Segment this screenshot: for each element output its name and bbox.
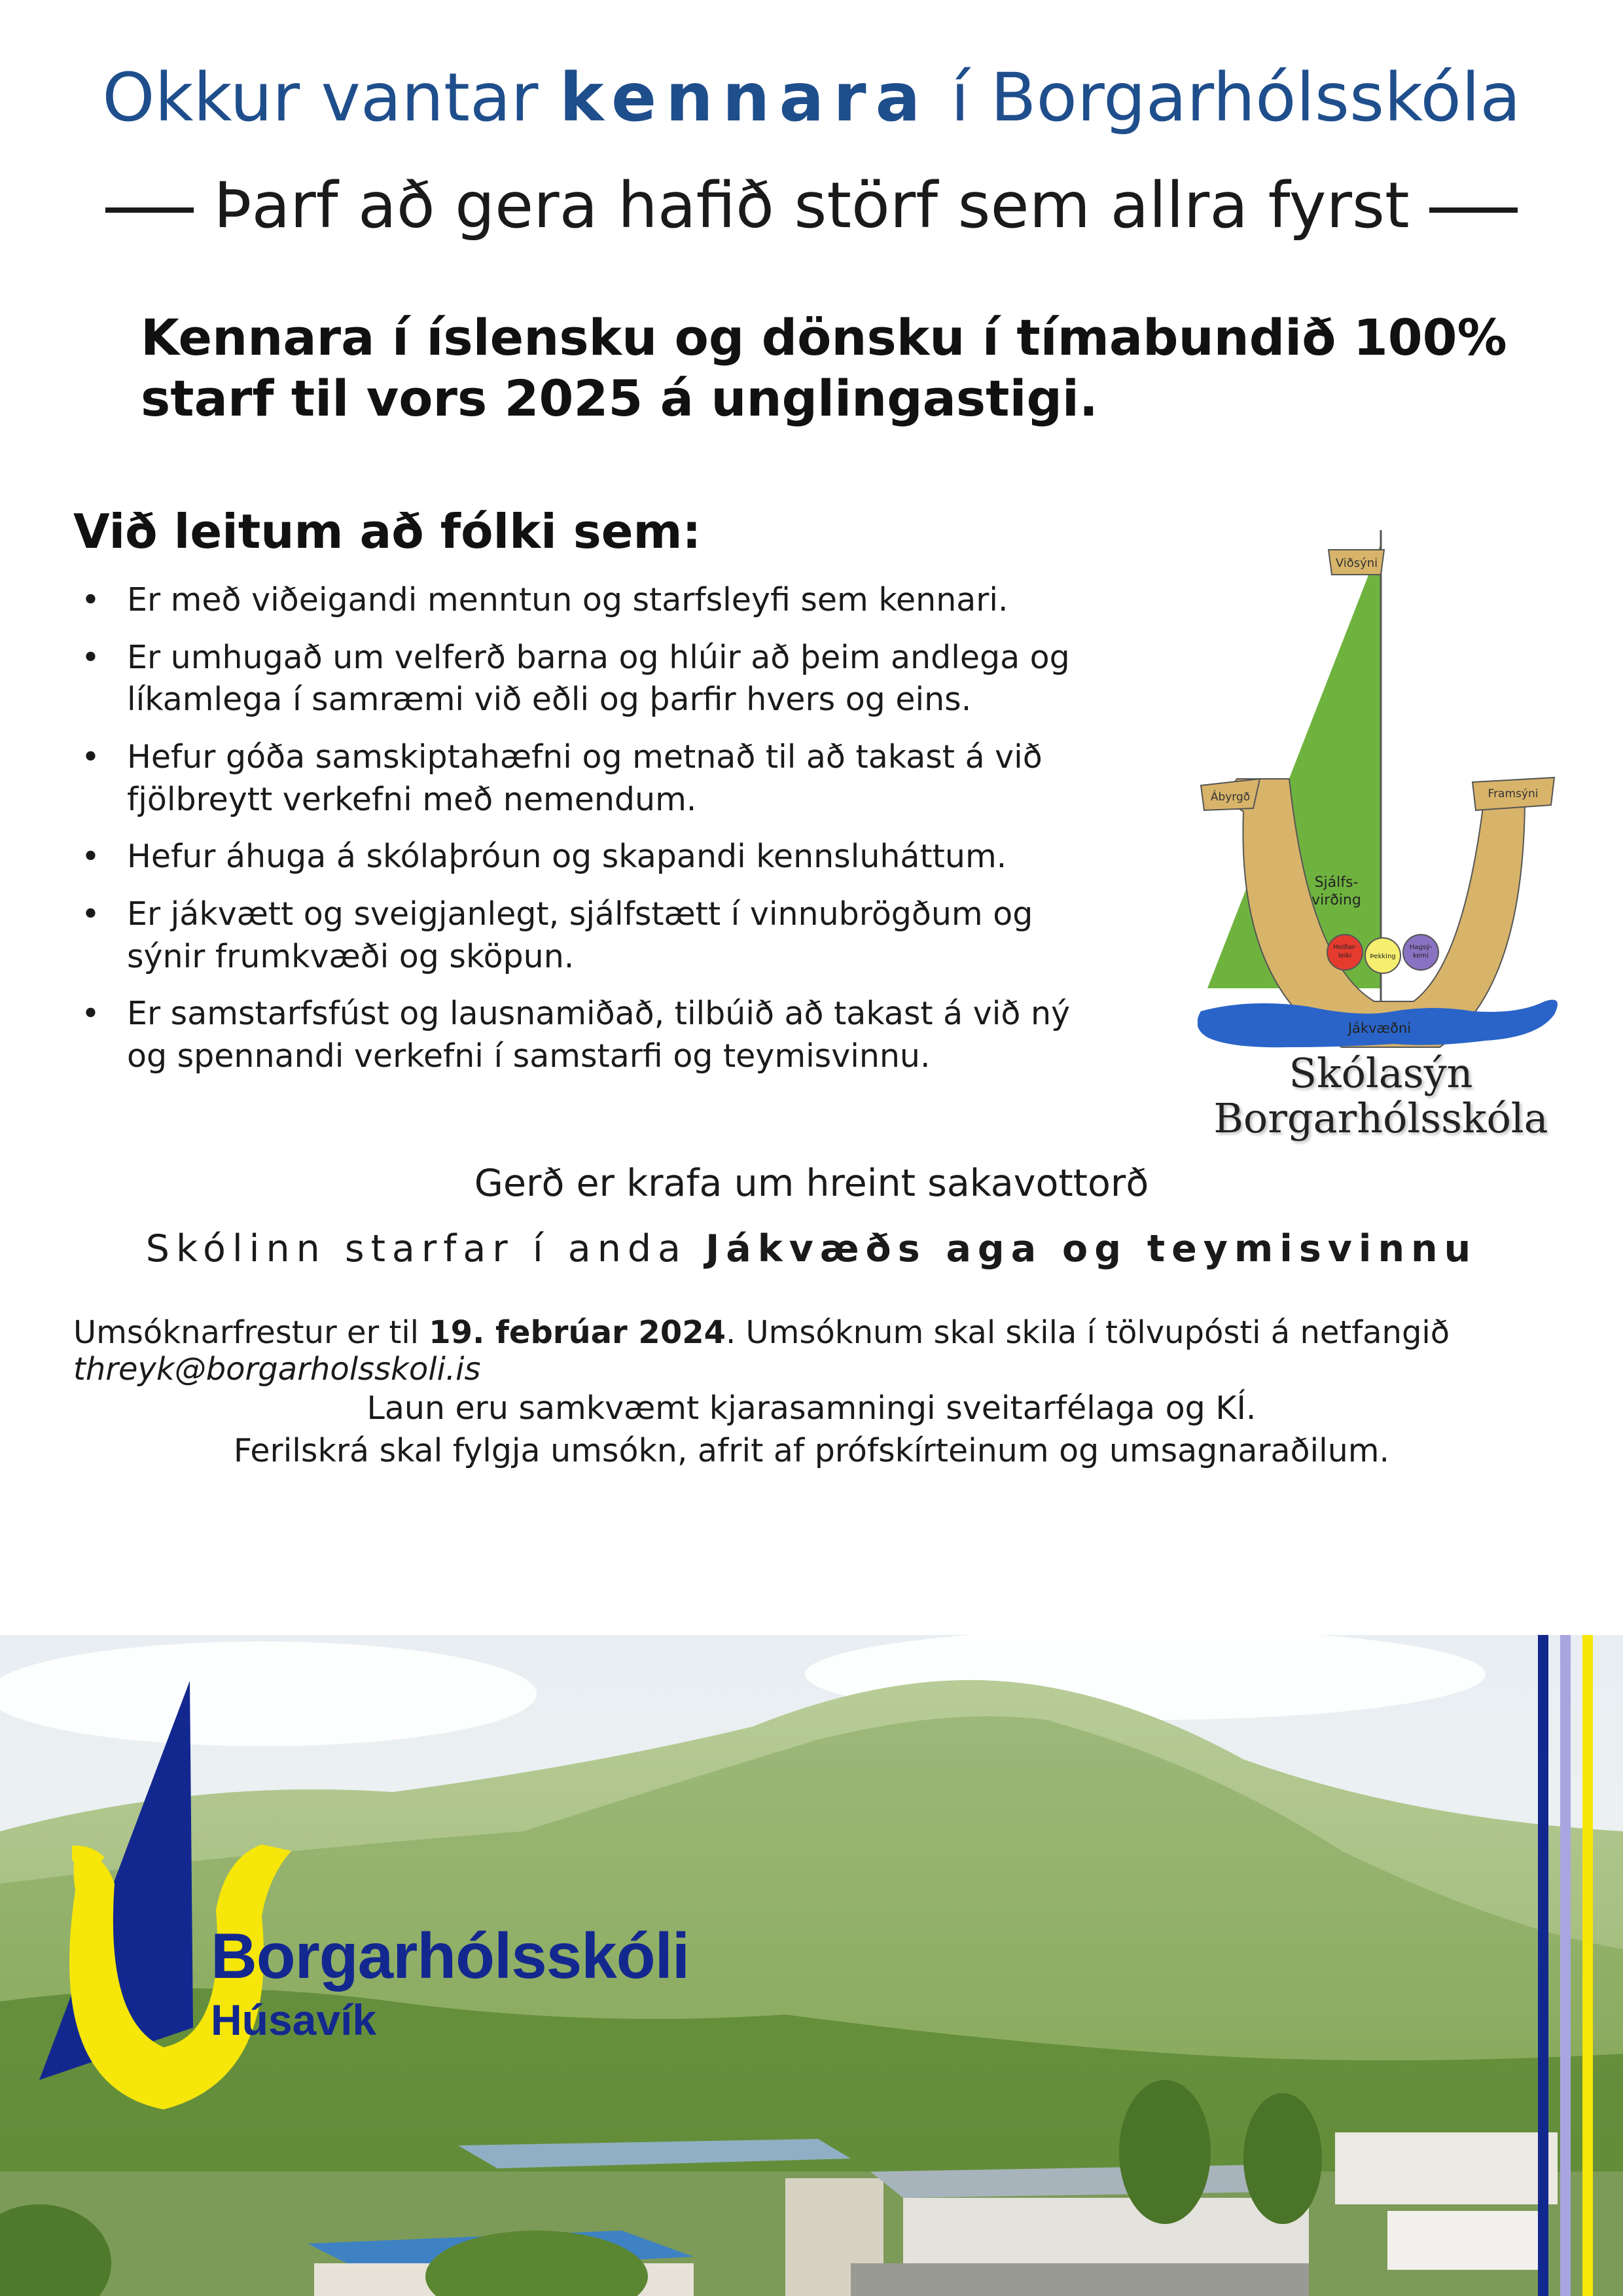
cloud <box>0 1641 537 1746</box>
application-deadline: Umsóknarfrestur er til 19. febrúar 2024. Umsóknum skal skila í tölvupósti á netfangið <box>73 1314 1450 1351</box>
logo-school-name: Borgarhólsskóli <box>211 1920 690 1992</box>
title-emphasis: kennara <box>559 59 930 137</box>
circle-purple-label-2: kemi <box>1412 952 1429 960</box>
requirement-item: • Er samstarfsfúst og lausnamiðað, tilbúið að takast á við ný og spennandi verkefni í samstarfi og teymisvinnu. <box>73 993 1094 1077</box>
position-description: Kennara í íslensku og dönsku í tímabundið 100% starf til vors 2025 á unglingastigi. <box>141 308 1507 427</box>
stripe-yellow <box>1582 1635 1593 2296</box>
flag-left-label: Ábyrgð <box>1210 791 1251 804</box>
requirements-list <box>73 579 1094 1093</box>
building <box>1387 2211 1544 2270</box>
dash-right <box>1429 207 1518 213</box>
circle-purple-label-1: Hagsý- <box>1409 944 1433 951</box>
circle-red-label-1: Heiðar- <box>1333 944 1357 951</box>
tree <box>1243 2093 1322 2224</box>
vision-title-line-1: Skólasýn <box>1289 1049 1473 1097</box>
school-spirit-line: Skólinn starfar í anda Jákvæðs aga og teymisvinnu <box>145 1227 1478 1270</box>
application-email[interactable]: threyk@borgarholsskoli.is <box>73 1351 481 1388</box>
spirit-emphasis: Jákvæðs aga og teymisvinnu <box>705 1227 1478 1270</box>
requirement-item: • Er umhugað um velferð barna og hlúir að þeim andlega og líkamlega í samræmi við eðli og þarfir hvers og eins. <box>73 637 1094 721</box>
requirement-item: • Er með viðeigandi menntun og starfsleyfi sem kennari. <box>73 579 1094 622</box>
tree <box>1119 2080 1211 2224</box>
vision-title-line-2: Borgarhólsskóla <box>1213 1094 1548 1143</box>
building <box>1335 2132 1558 2204</box>
requirement-item: • Er jákvætt og sveigjanlegt, sjálfstætt í vinnubrögðum og sýnir frumkvæði og sköpun. <box>73 893 1094 978</box>
deadline-date: 19. febrúar 2024 <box>429 1314 726 1351</box>
center-label-2: virðing <box>1311 892 1361 908</box>
circle-red-label-2: leiki <box>1338 952 1352 960</box>
salary-note: Laun eru samkvæmt kjarasamningi sveitarfélaga og KÍ. <box>366 1390 1257 1427</box>
requirement-item: • Hefur áhuga á skólaþróun og skapandi kennsluháttum. <box>73 836 1094 878</box>
flag-top-label: Viðsýni <box>1335 556 1378 570</box>
school-vision-title <box>1178 1050 1584 1141</box>
water-label: Jákvæðni <box>1347 1020 1412 1036</box>
background-check-note: Gerð er krafa um hreint sakavottorð <box>474 1162 1149 1205</box>
requirements-heading: Við leitum að fólki sem: <box>73 504 702 559</box>
requirement-item: • Hefur góða samskiptahæfni og metnað til að takast á við fjölbreytt verkefni með nemendum. <box>73 736 1094 821</box>
paved-area <box>851 2263 1309 2296</box>
page-subtitle: Þarf að gera hafið störf sem allra fyrst <box>0 169 1623 242</box>
circle-yellow-label: Þekking <box>1370 953 1396 960</box>
resume-note: Ferilskrá skal fylgja umsókn, afrit af prófskírteinum og umsagnaraðilum. <box>233 1432 1390 1469</box>
center-label-1: Sjálfs- <box>1314 874 1359 891</box>
stripe-lavender <box>1560 1635 1571 2296</box>
flag-right-label: Framsýni <box>1488 787 1539 800</box>
logo-town-name: Húsavík <box>211 1996 377 2044</box>
page-title: Okkur vantar kennara í Borgarhólsskóla <box>102 59 1521 137</box>
dash-left <box>105 207 194 213</box>
stripe-blue <box>1538 1635 1548 2296</box>
